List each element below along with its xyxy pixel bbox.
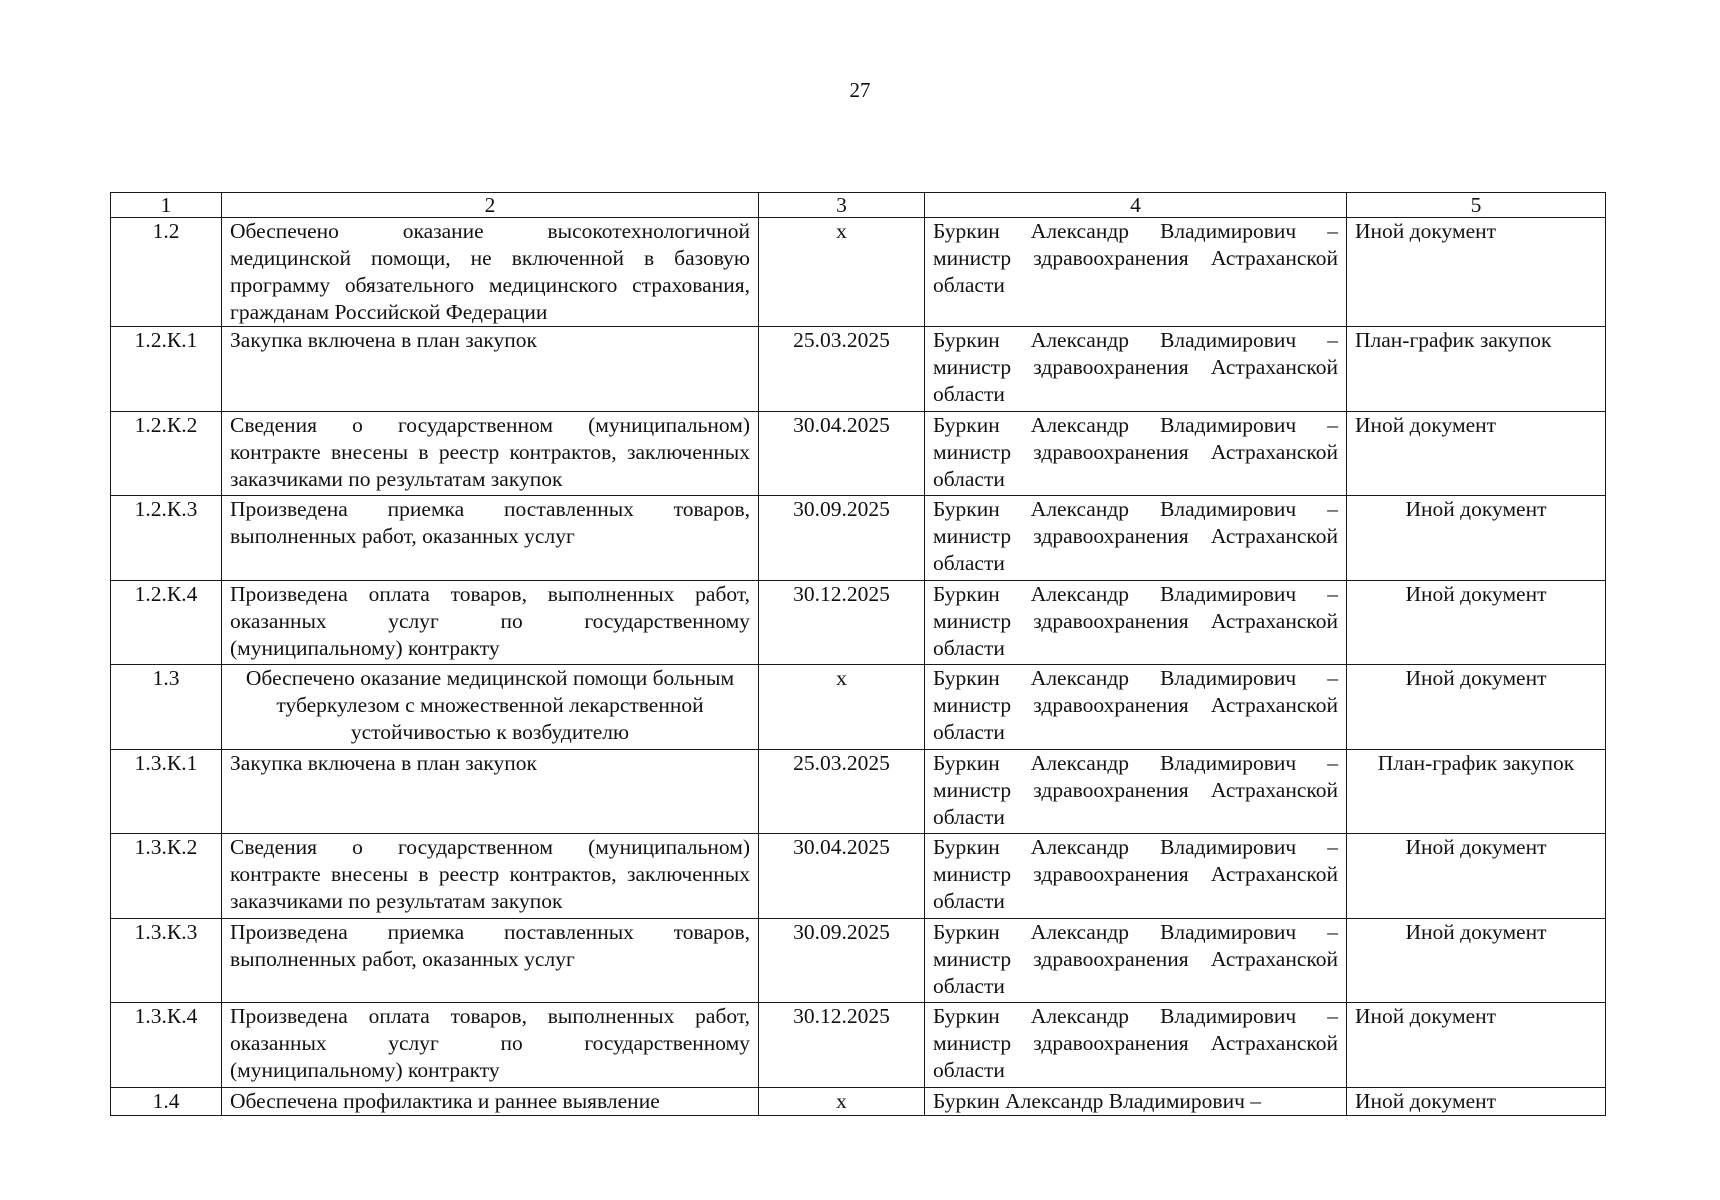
result-cell: Произведена приемка поставленных товаров, выполненных работ, оказанных услуг — [222, 496, 759, 581]
table-row — [111, 411, 1606, 496]
row-number-cell: 1.2.К.1 — [111, 327, 222, 412]
date-cell: 25.03.2025 — [759, 749, 925, 834]
table-row — [111, 1087, 1606, 1115]
table-row — [111, 218, 1606, 327]
result-cell: Сведения о государственном (муниципальном) контракте внесены в реестр контрактов, заключенных заказчиками по результатам закупок — [222, 834, 759, 919]
date-cell: 25.03.2025 — [759, 327, 925, 412]
result-cell: Закупка включена в план закупок — [222, 327, 759, 412]
date-cell: 30.04.2025 — [759, 834, 925, 919]
table-row — [111, 918, 1606, 1003]
date-cell: 30.09.2025 — [759, 496, 925, 581]
table-row — [111, 749, 1606, 834]
responsible-cell: Буркин Александр Владимирович – — [925, 1087, 1347, 1115]
page-number: 27 — [849, 78, 871, 102]
date-cell: х — [759, 218, 925, 327]
document-cell: Иной документ — [1347, 1003, 1606, 1088]
responsible-cell: Буркин Александр Владимирович – министр здравоохранения Астраханской области — [925, 1003, 1347, 1088]
document-cell: Иной документ — [1347, 580, 1606, 665]
document-cell: Иной документ — [1347, 665, 1606, 750]
document-cell: Иной документ — [1347, 411, 1606, 496]
responsible-cell: Буркин Александр Владимирович – министр здравоохранения Астраханской области — [925, 327, 1347, 412]
document-cell: План-график закупок — [1347, 749, 1606, 834]
table-row — [111, 327, 1606, 412]
document-cell: Иной документ — [1347, 918, 1606, 1003]
row-number-cell: 1.2.К.4 — [111, 580, 222, 665]
date-cell: х — [759, 1087, 925, 1115]
responsible-cell: Буркин Александр Владимирович – министр здравоохранения Астраханской области — [925, 918, 1347, 1003]
date-cell: 30.12.2025 — [759, 580, 925, 665]
result-cell: Обеспечено оказание высокотехнологичной медицинской помощи, не включенной в базовую программу обязательного медицинского страхования, гражданам Российской Федерации — [222, 218, 759, 327]
row-number-cell: 1.3.К.2 — [111, 834, 222, 919]
responsible-cell: Буркин Александр Владимирович – министр здравоохранения Астраханской области — [925, 496, 1347, 581]
row-number-cell: 1.3.К.1 — [111, 749, 222, 834]
responsible-cell: Буркин Александр Владимирович – министр здравоохранения Астраханской области — [925, 834, 1347, 919]
row-number-cell: 1.2.К.3 — [111, 496, 222, 581]
document-cell: План-график закупок — [1347, 327, 1606, 412]
result-cell: Произведена оплата товаров, выполненных работ, оказанных услуг по государственному (муниципальному) контракту — [222, 1003, 759, 1088]
table-row — [111, 834, 1606, 919]
result-cell: Произведена оплата товаров, выполненных работ, оказанных услуг по государственному (муниципальному) контракту — [222, 580, 759, 665]
table-row — [111, 665, 1606, 750]
row-number-cell: 1.2 — [111, 218, 222, 327]
row-number-cell: 1.3.К.3 — [111, 918, 222, 1003]
responsible-cell: Буркин Александр Владимирович – министр здравоохранения Астраханской области — [925, 218, 1347, 327]
plan-table — [110, 192, 1606, 1116]
date-cell: 30.12.2025 — [759, 1003, 925, 1088]
header-cell-3: 3 — [759, 193, 925, 218]
table-row — [111, 1003, 1606, 1088]
row-number-cell: 1.4 — [111, 1087, 222, 1115]
responsible-cell: Буркин Александр Владимирович – министр здравоохранения Астраханской области — [925, 665, 1347, 750]
document-cell: Иной документ — [1347, 496, 1606, 581]
date-cell: 30.04.2025 — [759, 411, 925, 496]
result-cell: Сведения о государственном (муниципальном) контракте внесены в реестр контрактов, заключенных заказчиками по результатам закупок — [222, 411, 759, 496]
result-cell: Произведена приемка поставленных товаров, выполненных работ, оказанных услуг — [222, 918, 759, 1003]
header-cell-4: 4 — [925, 193, 1347, 218]
responsible-cell: Буркин Александр Владимирович – министр здравоохранения Астраханской области — [925, 411, 1347, 496]
row-number-cell: 1.3.К.4 — [111, 1003, 222, 1088]
result-cell: Обеспечено оказание медицинской помощи больным туберкулезом с множественной лекарственной устойчивостью к возбудителю — [222, 665, 759, 750]
date-cell: 30.09.2025 — [759, 918, 925, 1003]
header-cell-5: 5 — [1347, 193, 1606, 218]
document-cell: Иной документ — [1347, 218, 1606, 327]
table-row — [111, 580, 1606, 665]
result-cell: Обеспечена профилактика и раннее выявление — [222, 1087, 759, 1115]
table-row — [111, 496, 1606, 581]
date-cell: х — [759, 665, 925, 750]
header-row — [111, 193, 1606, 218]
document-cell: Иной документ — [1347, 1087, 1606, 1115]
document-cell: Иной документ — [1347, 834, 1606, 919]
row-number-cell: 1.2.К.2 — [111, 411, 222, 496]
row-number-cell: 1.3 — [111, 665, 222, 750]
header-cell-1: 1 — [111, 193, 222, 218]
header-cell-2: 2 — [222, 193, 759, 218]
responsible-cell: Буркин Александр Владимирович – министр здравоохранения Астраханской области — [925, 749, 1347, 834]
responsible-cell: Буркин Александр Владимирович – министр здравоохранения Астраханской области — [925, 580, 1347, 665]
result-cell: Закупка включена в план закупок — [222, 749, 759, 834]
